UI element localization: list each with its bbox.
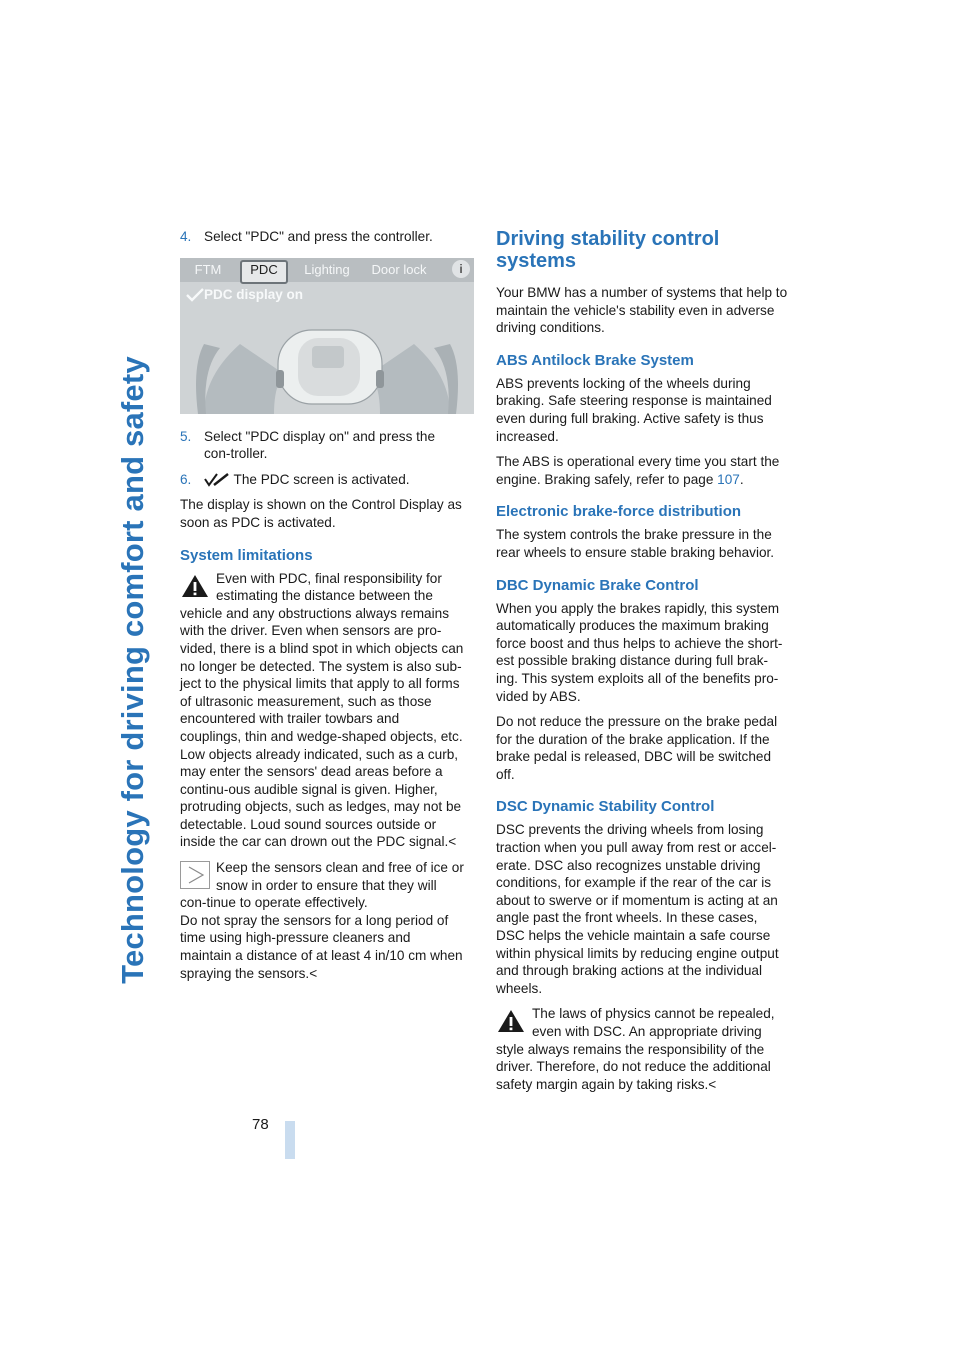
screen-tab-door-lock: Door lock	[371, 261, 427, 277]
heading-abs: ABS Antilock Brake System	[496, 351, 694, 369]
screen-tab-lighting: Lighting	[304, 261, 350, 277]
step-number: 6.	[180, 471, 192, 487]
info-icon: i	[452, 260, 470, 278]
paragraph: When you apply the brakes rapidly, this system automatically produces the maximum braking force boost and thus helps to achieve the short-est possible braking distance during full brak-ing. This system exploits all of the benefits pro-vided by ABS.	[496, 600, 783, 704]
note-text-continued: Do not spray the sensors for a long period of time using high-pressure cleaners and maintain a distance of at least 4 in/10 cm when spraying the sensors.<	[180, 912, 463, 981]
page-ref-link[interactable]: 107	[717, 471, 740, 487]
right-column	[496, 228, 788, 1093]
heading-ebd: Electronic brake-force distribution	[496, 503, 742, 521]
heading-dsc: DSC Dynamic Stability Control	[496, 798, 715, 816]
heading-dbc: DBC Dynamic Brake Control	[496, 576, 699, 594]
warning-triangle-icon	[496, 1007, 526, 1035]
side-section-title-text: Technology for driving comfort and safety	[115, 356, 150, 984]
left-column	[180, 228, 464, 982]
paragraph: The system controls the brake pressure in the rear wheels to ensure stable braking behavior.	[496, 527, 775, 560]
paragraph-text: The ABS is operational every time you start the engine. Braking safely, refer to page	[496, 454, 780, 487]
warning-triangle-icon	[180, 572, 210, 600]
warning-note	[496, 1005, 788, 1093]
step-number: 4.	[180, 229, 192, 244]
paragraph: DSC prevents the driving wheels from losing traction when you pull away from rest or accel-erate. DSC also recognizes unstable driving conditions, for example if the rear of the car is about to swerve or if momentum is acting at an angle past the front wheels. In these cases, DSC helps the vehicle maintain a safe course within physical limits by reducing engine output and through braking actions at the individual wheels.	[496, 822, 779, 996]
step-number: 5.	[180, 428, 192, 444]
step-4	[180, 228, 464, 246]
step-text: Select "PDC" and press the controller.	[204, 229, 433, 244]
heading-system-limitations: System limitations	[180, 546, 313, 564]
page-bar-decoration	[285, 1121, 295, 1159]
warning-text: Even with PDC, final responsibility for estimating the distance between the vehicle and any obstructions always remains with the driver. Even when sensors are pro-vided, there is a blind spot in which objects can no longer be detected. The system is also sub-ject to the physical limits that apply to all forms of ultrasonic measurement, such as those encountered with trailer towbars and couplings, thin and wedge-shaped objects, etc. Low objects already indicated, such as a curb, may enter the sensors' dead areas before a continu-ous audible signal is given. Higher, protruding objects, such as ledges, may not be detectable. Loud sound sources outside or inside the car can drown out the PDC signal.<	[180, 570, 464, 850]
paragraph-abs-ref: The ABS is operational every time you start the engine. Braking safely, refer to page 107.	[496, 454, 780, 487]
paragraph: Do not reduce the pressure on the brake pedal for the duration of the brake application. If the brake pedal is released, DBC will be switched off.	[496, 714, 778, 782]
paragraph: ABS prevents locking of the wheels during braking. Safe steering response is maintained even during full braking. Active safety is thus increased.	[496, 375, 772, 444]
paragraph: The display is shown on the Control Display as soon as PDC is activated.	[180, 497, 462, 530]
screen-tab-pdc: PDC	[240, 260, 288, 284]
step-6	[180, 471, 464, 489]
info-note	[180, 859, 464, 982]
screen-message: PDC display on	[204, 286, 304, 302]
heading-driving-stability: Driving stability control systems	[496, 228, 720, 272]
note-triangle-icon	[180, 861, 210, 889]
side-section-title	[108, 230, 158, 1110]
note-text: Keep the sensors clean and free of ice or snow in order to ensure that they will con-tinue to operate effectively.	[180, 860, 464, 911]
car-top-view-illustration	[180, 258, 474, 414]
step-text: The PDC screen is activated.	[233, 471, 410, 487]
paragraph: Your BMW has a number of systems that help to maintain the vehicle's stability even in adverse driving conditions.	[496, 285, 788, 336]
warning-note	[180, 570, 464, 852]
pdc-screen-image	[180, 258, 474, 414]
warning-text: The laws of physics cannot be repealed, even with DSC. An appropriate driving style always remains the responsibility of the driver. Therefore, do not reduce the additional safety margin again by taking risks.<	[496, 1006, 775, 1092]
pdc-check-icon	[204, 473, 230, 487]
screen-tab-ftm: FTM	[194, 261, 222, 277]
page-number: 78	[252, 1116, 269, 1133]
step-5	[180, 428, 464, 463]
step-text: Select "PDC display on" and press the con-troller.	[204, 428, 436, 462]
